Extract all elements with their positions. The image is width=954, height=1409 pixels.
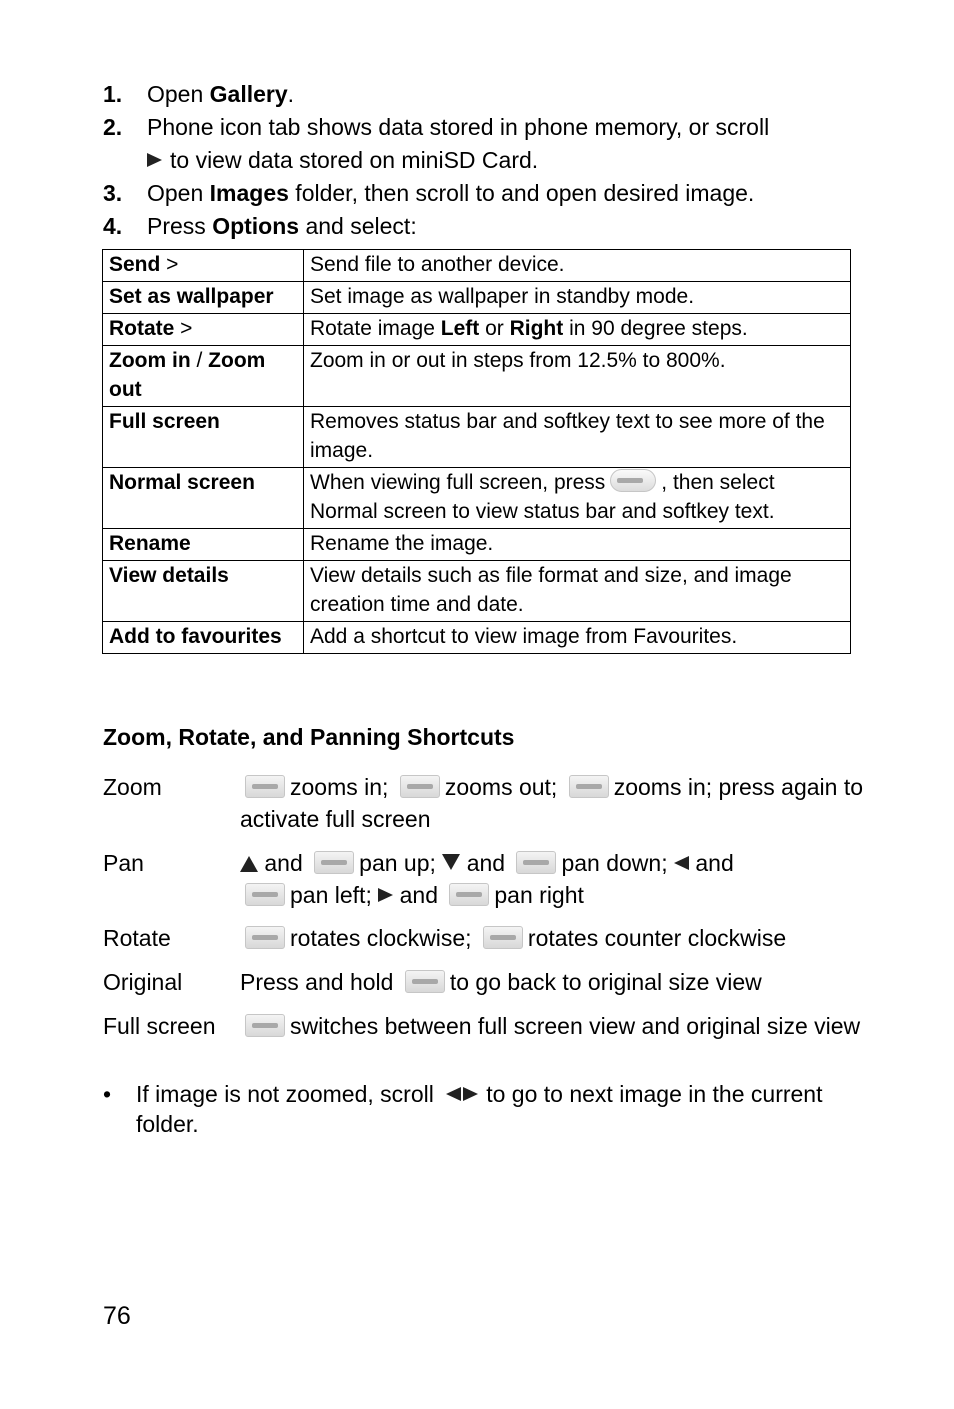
instruction-steps (103, 78, 863, 243)
key-3-icon (245, 926, 285, 949)
table-row (103, 622, 851, 654)
option-name: Rename (103, 529, 304, 561)
nav-left-icon (446, 1087, 461, 1101)
shortcut-original (103, 966, 863, 998)
key-8-icon (516, 851, 556, 874)
key-4-icon (245, 883, 285, 906)
shortcut-label: Zoom (103, 774, 162, 800)
option-description: View details such as file format and size, and image creation time and date. (304, 561, 851, 622)
step-number: 1. (103, 81, 123, 107)
key-star-icon (245, 1014, 285, 1037)
step-text-end: folder, then scroll to and open desired image. (288, 180, 755, 206)
nav-right-icon (378, 888, 393, 902)
step-4 (103, 210, 863, 243)
shortcut-label: Pan (103, 850, 144, 876)
table-row (103, 529, 851, 561)
section-heading: Zoom, Rotate, and Panning Shortcuts (103, 724, 515, 750)
option-name: Rotate > (103, 314, 304, 346)
shortcut-label: Rotate (103, 925, 171, 951)
option-name: Set as wallpaper (103, 282, 304, 314)
table-row (103, 282, 851, 314)
table-row (103, 407, 851, 468)
shortcut-label: Full screen (103, 1013, 216, 1039)
shortcut-label: Original (103, 969, 183, 995)
shortcut-text: zooms in; zooms out; zooms in; press again to activate full screen (240, 774, 864, 832)
shortcut-zoom (103, 771, 863, 835)
option-name: View details (103, 561, 304, 622)
step-text-line2: to view data stored on miniSD Card. (170, 147, 539, 173)
bullet-mark: • (103, 1081, 112, 1107)
shortcut-text: and pan up; and pan down; and pan left; and pan right (240, 847, 863, 911)
table-row (103, 468, 851, 529)
page-number: 76 (103, 1302, 131, 1330)
option-description: When viewing full screen, press , then select Normal screen to view status bar and softkey text. (304, 468, 851, 529)
option-name: Normal screen (103, 468, 304, 529)
key-0-icon (405, 970, 445, 993)
option-name: Send > (103, 250, 304, 282)
step-text-end: and select: (299, 213, 417, 239)
shortcut-pan (103, 847, 863, 911)
step-number: 2. (103, 114, 123, 140)
shortcut-text: Press and hold to go back to original size view (240, 969, 762, 995)
nav-left-icon (674, 856, 689, 870)
shortcut-text: switches between full screen view and original size view (240, 1010, 863, 1042)
key-6-icon (449, 883, 489, 906)
step-text-end: . (287, 81, 295, 107)
step-number: 4. (103, 213, 123, 239)
option-name: Zoom in / Zoom out (103, 346, 304, 407)
key-7-icon (569, 775, 609, 798)
nav-right-icon (463, 1087, 478, 1101)
option-name: Add to favourites (103, 622, 304, 654)
step-bold: Gallery (209, 81, 288, 107)
option-name: Full screen (103, 407, 304, 468)
option-description: Send file to another device. (304, 250, 851, 282)
option-description: Rotate image Left or Right in 90 degree steps. (304, 314, 851, 346)
option-description: Set image as wallpaper in standby mode. (304, 282, 851, 314)
options-table (102, 249, 851, 654)
step-2 (103, 111, 863, 177)
nav-down-icon (442, 854, 460, 870)
note (103, 1079, 863, 1139)
shortcut-full-screen (103, 1010, 863, 1042)
step-text: Press (147, 213, 213, 239)
key-1-icon (483, 926, 523, 949)
step-number: 3. (103, 180, 123, 206)
step-text: Open (147, 81, 210, 107)
softkey-icon (610, 469, 656, 492)
key-2-icon (314, 851, 354, 874)
step-bold: Images (209, 180, 289, 206)
step-3 (103, 177, 863, 210)
option-description: Zoom in or out in steps from 12.5% to 800%. (304, 346, 851, 407)
key-0-icon (400, 775, 440, 798)
option-description: Rename the image. (304, 529, 851, 561)
scroll-right-icon (147, 153, 162, 167)
step-bold: Options (212, 213, 300, 239)
shortcut-text: rotates clockwise; rotates counter clockwise (240, 922, 863, 954)
table-row (103, 250, 851, 282)
table-row (103, 561, 851, 622)
note-text: If image is not zoomed, scroll to go to next image in the current folder. (136, 1081, 823, 1137)
step-text: Open (147, 180, 210, 206)
step-text: Phone icon tab shows data stored in phone memory, or scroll (147, 114, 770, 140)
nav-up-icon (240, 856, 258, 872)
key-5-icon (245, 775, 285, 798)
shortcut-rotate (103, 922, 863, 954)
table-row (103, 346, 851, 407)
option-description: Removes status bar and softkey text to see more of the image. (304, 407, 851, 468)
option-description: Add a shortcut to view image from Favourites. (304, 622, 851, 654)
table-row (103, 314, 851, 346)
step-1 (103, 78, 863, 111)
